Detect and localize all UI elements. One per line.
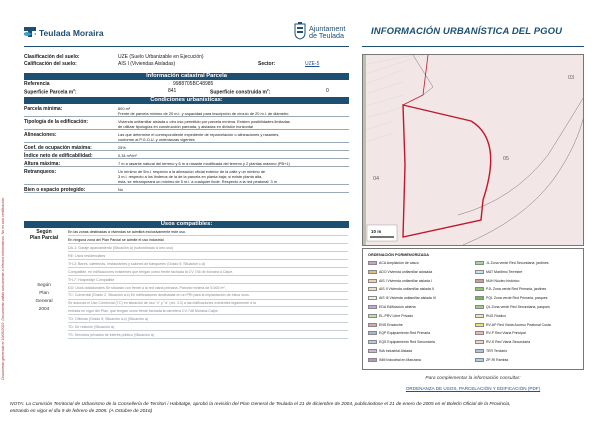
- condition-label: Tipología de la edificación:: [24, 119, 89, 125]
- catastral-heading: Información catastral Parcela: [24, 73, 349, 80]
- legend-item: [475, 331, 526, 335]
- condition-label: Alineaciones:: [24, 132, 57, 138]
- legend-label: ACA Ampliación de casco: [379, 261, 419, 265]
- plan-general-line: RE: Usos residenciales: [68, 253, 348, 260]
- plan-general-line: TD: De relación (Situación a): [68, 324, 348, 331]
- legend-item: [475, 296, 548, 300]
- legend-item: [368, 305, 416, 309]
- side-disclaimer-text: Documento generado el 10/05/2022. Documento válido únicamente a efectos informativos. No es una certificación.: [1, 197, 5, 380]
- plan-general-label: [24, 282, 64, 314]
- condition-value: [118, 161, 349, 166]
- plan-parcial-label: [24, 229, 64, 241]
- conditions-heading: Condiciones urbanísticas:: [24, 97, 349, 104]
- legend-swatch: [368, 340, 377, 344]
- compatibles-heading: Usos compatibles:: [24, 221, 349, 228]
- legend-item: [368, 270, 432, 274]
- legend-label: EL-PRV Libre Privado: [379, 313, 414, 318]
- legend-label: EQP Equipamiento Red Primaria: [379, 331, 431, 336]
- condition-value-line: Las que determine el correspondiente expediente de reparcelación o alineaciones y rasantes,: [118, 132, 280, 137]
- legend-item: [475, 323, 551, 327]
- legend-swatch: [368, 305, 377, 309]
- legend-item: [368, 331, 430, 335]
- sector-label: Sector:: [258, 61, 276, 67]
- const-value: 0: [326, 88, 329, 94]
- legend-label: INA Industrial Aislada: [379, 349, 413, 353]
- legend-item: [475, 261, 549, 265]
- legend-item: [368, 358, 421, 362]
- condition-row: [24, 168, 349, 185]
- legend-label: PQL Zona verde Red Primaria, parques: [486, 296, 548, 301]
- condition-value-line: Frente de parcela mínimo de 20 m.l. y capacidad para inscripción de círculo de 20 m.l. de diámetro: [118, 111, 289, 117]
- plan-general-line: DO: Usos dotacionales Se situarán con frente a la red viaria primaria. Parcela mínima de 5.000 m².: [68, 285, 348, 292]
- legend-swatch: [475, 305, 484, 309]
- parcel-map-svg: [363, 55, 584, 246]
- condition-value-line: 800 m²: [118, 106, 131, 111]
- plan-general-line: TH-7: Hospedaje Compatible: [68, 277, 348, 284]
- condition-row: [24, 160, 349, 167]
- sup-label-text: Superficie Parcela m: [24, 89, 74, 96]
- legend-swatch: [475, 323, 484, 327]
- legend-label: ENS Ensanche: [379, 322, 403, 327]
- map-label-04: 04: [373, 176, 380, 182]
- condition-value-line: No: [118, 187, 123, 192]
- legend-swatch: [368, 296, 377, 300]
- plan-parcial-line2: Plan Parcial: [29, 235, 59, 241]
- condition-value-line: Un mínimo de 5m.l. respecto a la alineación oficial exterior de la calle y un mínimo de: [118, 169, 266, 174]
- legend-swatch: [368, 314, 377, 318]
- legend-swatch: [475, 358, 484, 362]
- legend-item: [475, 270, 522, 274]
- condition-row: [24, 118, 349, 130]
- legend-label: PJL Zona verde Red Primaria, jardines: [486, 287, 547, 292]
- legend-swatch: [368, 279, 377, 283]
- legend-item: [475, 349, 507, 353]
- plan-general-line: entrada en vigor del Plan, que tengan como frente fachada la carretera CV-746 Moraira-Calpe.: [68, 308, 348, 315]
- legend-swatch: [475, 270, 484, 274]
- legend-label: EQS Equipamiento Red Secundaria: [379, 340, 435, 345]
- logo-text: Teulada Moraira: [39, 28, 104, 38]
- legend-label: AIS II Vivienda unifamiliar aislada II: [379, 287, 434, 292]
- legend-item: [368, 314, 413, 318]
- ref-value: 9988705BC48985: [173, 81, 214, 87]
- condition-value-line: ésta, se retranqueará un mínimo de 5 m.l. a cualquier linde. Respecto a la red peatonal: 3 m: [118, 179, 277, 185]
- plan-parcial-line: En ninguna zona del Plan Parcial se admite el uso industrial: [68, 237, 348, 244]
- legend-item: [475, 358, 508, 362]
- condition-label: Altura máxima:: [24, 161, 61, 167]
- plan-parcial-line: En las zonas destinadas a viviendas se admitirá exclusivamente este uso.: [68, 229, 348, 236]
- legend-label: RV-AP Red Viaria Acceso Peatonal Costa: [486, 322, 551, 327]
- condition-row: [24, 144, 349, 151]
- legend-label: INM Industrial en Manzana: [379, 357, 421, 362]
- const-label-text: Superficie construida m: [210, 89, 267, 96]
- legend-swatch: [368, 270, 377, 274]
- clasif-label: Clasificación del suelo:: [24, 54, 80, 60]
- condition-label: Bien o espacio protegido:: [24, 187, 86, 193]
- header: [24, 22, 584, 44]
- condition-value-line: Vivienda unifamiliar aislada u otro uso permitido por parcela mínima. Existen posibilidades limitadas: [118, 119, 290, 124]
- legend-item: [368, 296, 436, 300]
- ordenanza-link[interactable]: ORDENANZA DE USOS, PARCELACIÓN Y EDIFICACIÓN (PDF): [405, 386, 541, 391]
- legend-item: [475, 340, 530, 344]
- condition-value-line: 25%: [118, 145, 126, 150]
- condition-value: [118, 132, 349, 142]
- legend-label: EDA Edificación abierta: [379, 305, 416, 309]
- plan-general-line: Compatible, en edificaciones existentes que tengan como frente fachada la CV 746 de Moraira a Calpe.: [68, 269, 348, 276]
- plan-general-line: TC: Comercial (Grado 2, Situación a,c) En edificaciones destinadas en un PRI para la implantación de estos usos.: [68, 292, 348, 299]
- plan-general-line: DA-1: Garaje aparcamiento (Situación a) (subordinado a otro uso): [68, 245, 348, 252]
- legend-item: [368, 323, 403, 327]
- footnote-line2: entrando en vigor el día 9 de febrero de 2005. (A Octubre de 2016): [10, 408, 153, 414]
- legend-label: RV-P Red Viaria Principal: [486, 331, 526, 336]
- teulada-logo-icon: [24, 27, 36, 37]
- condition-value: [118, 119, 349, 129]
- calif-value: AIS I (Viviendas Aisladas): [118, 61, 176, 67]
- legend-swatch: [475, 279, 484, 283]
- condition-label: Coef. de ocupación máxima:: [24, 145, 92, 151]
- plan-parcial-line1: Según: [36, 229, 52, 235]
- sector-link[interactable]: UZE-5: [305, 61, 320, 67]
- legend-item: [368, 340, 435, 344]
- legend-swatch: [368, 287, 377, 291]
- coat-of-arms-icon: [294, 22, 306, 40]
- footnote: [10, 402, 590, 415]
- legend-item: [368, 349, 412, 353]
- condition-value-line: conforme al P.G.O.U. y ordenanzas vigentes: [118, 137, 195, 143]
- footnote-line1: NOTA: La Comisión Territorial de Urbanismo de la Consellería de Territori i Habitatge, aprobó la revisión del Plan General de Teulada el 21 de diciembre de 2004, publicándose el 21 de enero de 2005 en el Boletín Oficial de la Provincia,: [10, 402, 511, 407]
- legend-label: RV-S Red Viaria Secundaria: [486, 340, 531, 345]
- legend-item: [475, 305, 550, 309]
- condition-value: [118, 169, 349, 185]
- side-disclaimer: [1, 120, 9, 380]
- plan-general-line: TH-3: Bares, cafeterías, restaurantes y salones de banquetes (Grado 5; Situación c,d): [68, 261, 348, 268]
- header-divider-right: [362, 46, 584, 47]
- legend-swatch: [475, 340, 484, 344]
- legend-swatch: [368, 349, 377, 353]
- parcel-map[interactable]: [362, 54, 584, 246]
- condition-label: Índice neto de edificabilidad:: [24, 153, 93, 159]
- scale-label: 10 m: [371, 229, 382, 234]
- plan-general-line1: Según: [37, 283, 51, 288]
- legend-swatch: [475, 331, 484, 335]
- legend-swatch: [368, 261, 377, 265]
- ajuntament-line1: Ajuntament: [309, 24, 346, 33]
- page-title: INFORMACIÓN URBANÍSTICA DEL PGOU: [371, 26, 563, 37]
- consult-text: Para complementar la información consultar:: [425, 376, 521, 381]
- condition-value-line: 0,34 m²/m²: [118, 153, 137, 158]
- ajuntament-text: [309, 25, 345, 39]
- condition-label: Retranqueos:: [24, 169, 57, 175]
- const-label: Superficie construida $m^2$:: [210, 88, 271, 96]
- legend-item: [368, 261, 419, 265]
- legend-label: AIS III Vivienda unifamiliar aislada III: [379, 296, 436, 301]
- condition-value: [118, 187, 349, 192]
- legend-label: AIS I Vivienda unifamiliar aislada I: [379, 278, 432, 283]
- legend-item: [368, 287, 434, 291]
- legend-label: JL Zona verde Red Secundaria, jardines: [486, 261, 549, 265]
- clasif-value: UZE (Suelo Urbanizable en Ejecución): [118, 54, 204, 60]
- condition-row: [24, 152, 349, 159]
- condition-value-line: 7 m a rasante natural del terreno y 6 m a rasante modificada del terreno y 2 plantas máximo (PB+1): [118, 161, 290, 166]
- legend-swatch: [475, 349, 484, 353]
- condition-value-line: de utilizar tipologías en construcción pareada, y aisladas en división horizontal: [118, 124, 253, 130]
- calif-label: Calificación del suelo:: [24, 61, 77, 67]
- legend-item: [475, 279, 519, 283]
- plan-general-line4: 2004: [38, 307, 50, 312]
- sup-label: Superficie Parcela $m^2$:: [24, 88, 77, 96]
- legend-label: TER Terciario: [486, 349, 508, 353]
- condition-row: [24, 131, 349, 143]
- plan-general-line: TO: Oficinas (Grado 5; Situación a,c) (Situación a): [68, 316, 348, 323]
- condition-value: [118, 106, 349, 116]
- map-label-03: 03: [568, 75, 575, 81]
- header-divider-left: [24, 46, 349, 47]
- legend-swatch: [368, 358, 377, 362]
- sup-value: 841: [168, 88, 177, 94]
- legend-label: NUH Núcleo histórico: [486, 278, 520, 283]
- legend: [362, 248, 584, 370]
- plan-general-line: Se autoriza el Uso Comercial (TC) en situación de uso "c" y "a" (art. 4.3) a las edificaciones existentes legalmente a la: [68, 300, 348, 307]
- condition-value: [118, 153, 349, 158]
- map-label-05: 05: [503, 156, 510, 162]
- legend-label: QL Zona verde Red Secundaria, parques: [486, 305, 550, 309]
- legend-label: MAT Marítimo Terrestre: [486, 269, 523, 274]
- condition-value-line: 3 m.l. respecto a los linderos de la de la parcela en planta baja; si existe planta alta,: [118, 174, 263, 180]
- ajuntament-line2: de Teulada: [309, 31, 345, 40]
- legend-swatch: [475, 261, 484, 265]
- legend-swatch: [475, 287, 484, 291]
- legend-swatch: [475, 296, 484, 300]
- legend-label: RUS Rústico: [486, 313, 507, 318]
- legend-item: [475, 287, 546, 291]
- plan-general-line2: Plan: [39, 291, 49, 296]
- plan-general-line: TS: Servicios privados de interés público (Situación a): [68, 332, 348, 339]
- plan-general-line3: General: [35, 299, 53, 304]
- legend-swatch: [368, 323, 377, 327]
- legend-label: ZP-RI Rambla: [486, 357, 509, 362]
- legend-item: [475, 314, 506, 318]
- condition-value: [118, 145, 349, 150]
- legend-item: [368, 279, 432, 283]
- legend-label: ADO Vivienda unifamiliar adosada: [379, 269, 433, 274]
- condition-row: [24, 186, 349, 193]
- legend-swatch: [475, 314, 484, 318]
- legend-title: ORDENACIÓN PORMENORIZADA: [368, 253, 429, 257]
- legend-swatch: [368, 331, 377, 335]
- condition-row: [24, 105, 349, 117]
- condition-label: Parcela mínima:: [24, 106, 63, 112]
- ref-label: Referencia: [24, 81, 50, 87]
